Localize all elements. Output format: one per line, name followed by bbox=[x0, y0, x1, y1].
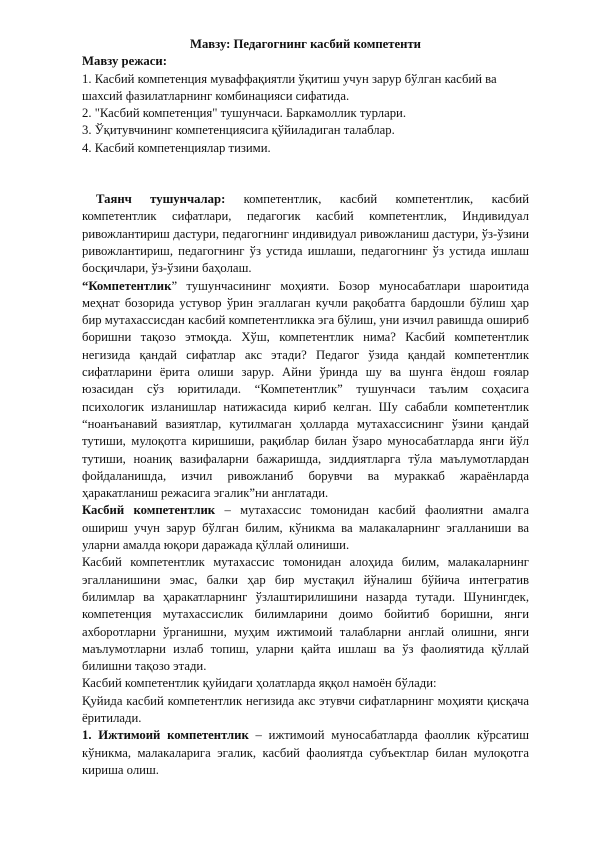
document-title: Мавзу: Педагогнинг касбий компетенти bbox=[189, 37, 421, 51]
plan-item-2: 2. "Касбий компетенция" тушунчаси. Баркамоллик турлари. bbox=[82, 106, 407, 121]
manifest-paragraph: Касбий компетентлик қуйидаги ҳолатларда яққол намоён бўлади: bbox=[82, 676, 437, 691]
document-page bbox=[82, 36, 529, 779]
section-spacer bbox=[82, 157, 529, 191]
competence-label: “Компетентлик bbox=[82, 278, 172, 293]
social-competence-paragraph bbox=[82, 727, 529, 779]
competence-paragraph bbox=[82, 278, 529, 503]
plan-heading: Мавзу режаси: bbox=[82, 54, 167, 69]
plan-item-4: 4. Касбий компетенциялар тизими. bbox=[82, 140, 271, 155]
plan-item-1: 1. Касбий компетенция муваффақиятли ўқитиш учун зарур бўлган касбий ва шахсий фазилатларнинг комбинацияси сифатида. bbox=[82, 71, 497, 103]
key-concepts-label: Таянч тушунчалар: bbox=[96, 192, 226, 207]
implies-paragraph: Касбий компетентлик мутахассис томонидан алоҳида билим, малакаларнинг эгалланишини эмас, балки ҳар бир мустақил йўналиш бўйича интегратив билимлар ва ҳаракатларнинг ўзлаштирилишини назарда тутади. Шунингдек, компетенция мутахассислик билимларини доимо бойитиб боришни, янги ахборотларни ўрганишни, муҳим ижтимоий талабларни англай олишни, янги маълумотларни излаб топиш, уларни қайта ишлаш ва ўз фаолиятида қўллай билишни тақозо этади. bbox=[82, 555, 529, 674]
below-paragraph: Қуйида касбий компетентлик негизида акс этувчи сифатларнинг моҳияти қисқача ёритилади. bbox=[82, 693, 529, 725]
professional-competence-paragraph bbox=[82, 502, 529, 554]
plan-item-3: 3. Ўқитувчининг компетенциясига қўйиладиган талаблар. bbox=[82, 123, 395, 138]
social-competence-text: – ижтимоий муносабатларда фаоллик кўрсатиш кўникма, малакаларига эгалик, касбий фаолиятда субъектлар билан мулоқотга киришa олиш. bbox=[82, 728, 529, 777]
professional-competence-text: – мутахассис томонидан касбий фаолиятни амалга ошириш учун зарур бўлган билим, кўникма ва малакаларнинг эгалланиши ва уларни амалда юқори даражада қўллай олиниши. bbox=[82, 503, 529, 553]
key-concepts-paragraph bbox=[82, 191, 529, 277]
professional-competence-label: Касбий компетентлик bbox=[82, 503, 216, 518]
key-concepts-text: компетентлик, касбий компетентлик, касбий компетентлик сифатлари, педагогик касбий компетентлик, Индивидуал ривожлантириш дастури, педагогнинг индивидуал ривожланиш дастури, ўз-ўзини ривожлантириш, педагогнинг ўз устида ишлаши, педагогнинг ўз устида ишлаш босқичлари, ўз-ўзини баҳолаш. bbox=[82, 192, 530, 276]
social-competence-label: 1. Ижтимоий компетентлик bbox=[82, 728, 249, 743]
competence-text: ” тушунчасининг моҳияти. Бозор муносабатлари шароитида меҳнат бозорида устувор ўрин эгаллаган кучли рақобатга бардошли бўлиш ҳар бир мутахассисдан касбий компетентликка эга бўлиш, уни изчил равишда ошириб боришни тақозо этмоқда. Хўш, компетентлик нима? Касбий компетентлик негизида қандай сифатлар акс этади? Педагог ўзида қандай компетентлик сифатларини ёрита олиши зарур. Айни ўринда шу ва шунга ёндош ғоялар юзасидан сўз юритилади. “Компетентлик” тушунчаси таълим соҳасига психологик изланишлар натижасида кириб келган. Шу сабабли компетентлик “ноанъанавий вазиятлар, кутилмаган ҳолларда мутахассиснинг ўзини қандай тутиши, мулоқотга киришиши, рақиблар билан ўзаро муносабатларда янги йўл тутиши, ноаниқ вазифаларни бажаришда, зиддиятларга тўла маълумотлардан фойдаланишда, изчил ривожланиб борувчи ва мураккаб жараёнларда ҳаракатланиш режасига эгалик”ни англатади. bbox=[82, 278, 530, 501]
